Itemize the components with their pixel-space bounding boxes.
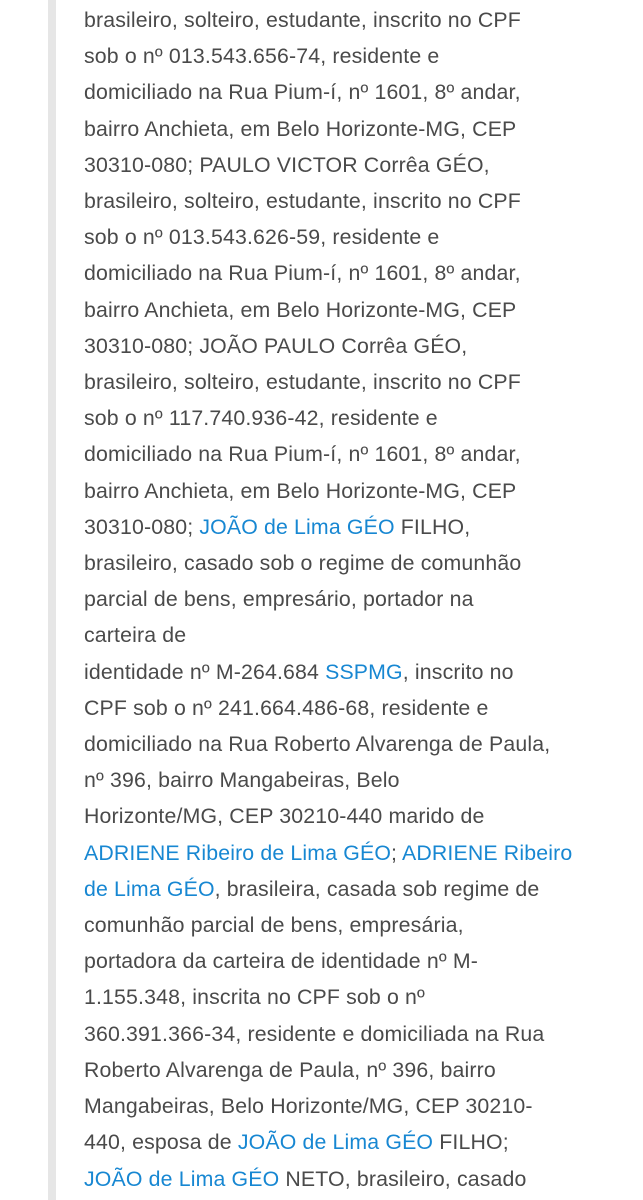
text-segment: FILHO;: [439, 1130, 509, 1155]
text-segment: ;: [391, 840, 403, 865]
text-segment: FILHO, brasileiro, casado sob o regime de comunhão parcial de bens, empresário, portador na carteira de identidade nº M-264.684: [84, 514, 522, 684]
entity-link-adriene-ribeiro-de-lima-geo[interactable]: ADRIENE Ribeiro de Lima GÉO: [84, 840, 573, 901]
blockquote-bar: [48, 0, 56, 1200]
entity-link-sspmg[interactable]: SSPMG: [325, 659, 403, 684]
document-body: [84, 0, 629, 1200]
text-segment: , inscrito no CPF sob o nº 241.664.486-68, residente e domiciliado na Rua Roberto Alvarenga de Paula, nº 396, bairro Mangabeiras, Belo Horizonte/MG, CEP 30210-440 marido de: [84, 659, 551, 829]
text-segment: NETO, brasileiro, casado: [279, 1166, 527, 1191]
entity-link-joao-de-lima-geo[interactable]: JOÃO de Lima GÉO: [237, 1130, 434, 1155]
entity-link-adriene-ribeiro-de-lima-geo[interactable]: ADRIENE Ribeiro de Lima GÉO: [84, 840, 392, 865]
text-segment: , brasileira, casada sob regime de comunhão parcial de bens, empresária, portadora da carteira de identidade nº M- 1.155.348, inscrita no CPF sob o nº 360.391.366-34, residente e domiciliada na Rua Roberto Alvarenga de Paula, nº 396, bairro Mangabeiras, Belo Horizonte/MG, CEP 30210- 440, esposa de: [84, 876, 545, 1155]
entity-link-joao-de-lima-geo[interactable]: JOÃO de Lima GÉO: [199, 514, 395, 539]
entity-link-joao-de-lima-geo[interactable]: JOÃO de Lima GÉO: [84, 1166, 280, 1191]
text-segment: brasileiro, solteiro, estudante, inscrito no CPF sob o nº 013.543.656-74, residente e domiciliado na Rua Pium-í, nº 1601, 8º andar, bairro Anchieta, em Belo Horizonte-MG, CEP 30310-080; PAULO VICTOR Corrêa GÉO, brasileiro, solteiro, estudante, inscrito no CPF sob o nº 013.543.626-59, residente e domiciliado na Rua Pium-í, nº 1601, 8º andar, bairro Anchieta, em Belo Horizonte-MG, CEP 30310-080; JOÃO PAULO Corrêa GÉO, brasileiro, solteiro, estudante, inscrito no CPF sob o nº 117.740.936-42, residente e domiciliado na Rua Pium-í, nº 1601, 8º andar, bairro Anchieta, em Belo Horizonte-MG, CEP 30310-080;: [84, 8, 521, 539]
document-paragraph: [84, 0, 629, 1197]
